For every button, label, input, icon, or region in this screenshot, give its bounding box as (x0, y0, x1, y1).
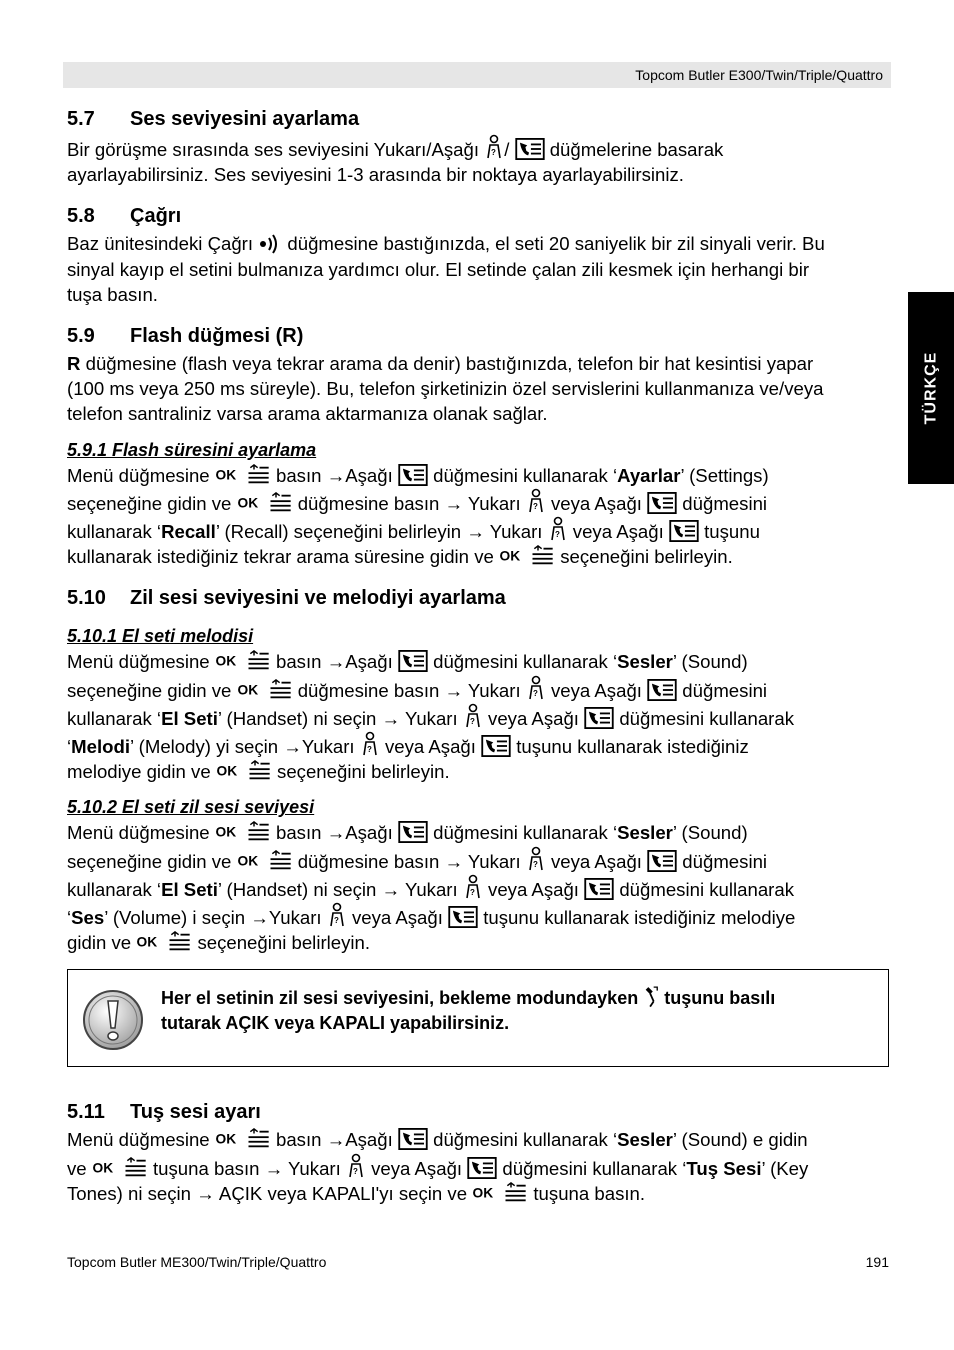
down-key-icon (481, 735, 511, 757)
section-heading-5-10: 5.10 Zil sesi seviyesini ve melodiyi ayarlama (67, 587, 506, 610)
up-key-icon (327, 902, 347, 928)
ok-menu-key-icon (237, 679, 293, 701)
up-key-icon (463, 874, 483, 900)
ok-menu-key-icon (216, 760, 272, 782)
section-body-5-8: Baz ünitesindeki Çağrı düğmesine bastığınızda, el seti 20 saniyelik bir zil sinyali verir. Bu sinyal kayıp el setini bulmanıza yardımcı olur. El setinde çalan zili kesmek için herhangi bir tuşa basın. (67, 233, 825, 305)
ok-menu-key-icon (237, 492, 293, 514)
up-key-icon (548, 516, 568, 542)
subsection-heading-5-10-1: 5.10.1 El seti melodisi (67, 626, 254, 647)
section-body-5-11: Menü düğmesine basın →Aşağı düğmesini kullanarak ‘Sesler’ (Sound) e gidin ve tuşuna basın → Yukarı veya Aşağı düğmesini kullanarak ‘Tuş Sesi’ (Key Tones) ni seçin → AÇIK veya KAPALI'yı seçin ve tuşuna basın. (67, 1129, 809, 1204)
warning-exclamation-icon (82, 989, 144, 1051)
page-key-icon (258, 234, 282, 254)
down-key-icon (647, 850, 677, 872)
subsection-heading-5-9-1: 5.9.1 Flash süresini ayarlama (67, 439, 317, 460)
subsection-body-5-9-1: Menü düğmesine basın →Aşağı düğmesini kullanarak ‘Ayarlar’ (Settings) seçeneğine gidin ve düğmesine basın → Yukarı veya Aşağı düğmesini kullanarak ‘Recall’ (Recall) seçeneğini belirleyin → Yukarı veya Aşağı tuşunu kullanarak istediğiniz tekrar arama süresine gidin ve seçeneğini belirleyin. (67, 464, 769, 568)
up-key-icon (360, 731, 380, 757)
ok-menu-key-icon (136, 931, 192, 953)
down-key-icon (467, 1157, 497, 1179)
down-key-icon (669, 520, 699, 542)
ok-menu-key-icon (215, 1128, 271, 1150)
note-text: Her el setinin zil sesi seviyesini, bekleme modundayken tuşunu basılı tutarak AÇIK veya KAPALI yapabilirsiniz. (161, 984, 868, 1036)
header-bar (63, 62, 891, 88)
down-key-icon (398, 464, 428, 486)
footer-product-name: Topcom Butler ME300/Twin/Triple/Quattro (67, 1254, 327, 1270)
ok-menu-key-icon (215, 464, 271, 486)
subsection-body-5-10-2: Menü düğmesine basın →Aşağı düğmesini kullanarak ‘Sesler’ (Sound) seçeneğine gidin ve düğmesine basın → Yukarı veya Aşağı düğmesini kullanarak ‘El Seti’ (Handset) ni seçin → Yukarı veya Aşağı düğmesini kullanarak ‘Ses’ (Volume) i seçin →Yukarı veya Aşağı tuşunu kullanarak istediğiniz melodiye gidin ve seçeneğini belirleyin. (67, 822, 796, 954)
down-key-icon (398, 1128, 428, 1150)
up-key-icon (463, 703, 483, 729)
down-key-icon (584, 878, 614, 900)
up-key-icon (484, 134, 504, 160)
mute-note-key-icon (643, 984, 659, 1008)
ok-menu-key-icon (237, 850, 293, 872)
page-content (67, 104, 889, 1206)
down-key-icon (584, 707, 614, 729)
down-key-icon (647, 679, 677, 701)
ok-menu-key-icon (499, 545, 555, 567)
language-tab-label: TÜRKÇE (922, 351, 940, 425)
ok-menu-key-icon (215, 650, 271, 672)
section-heading-5-11: 5.11 Tuş sesi ayarı (67, 1101, 261, 1124)
down-key-icon (398, 650, 428, 672)
down-key-icon (398, 821, 428, 843)
up-key-icon (526, 488, 546, 514)
down-key-icon (515, 138, 545, 160)
up-key-icon (346, 1153, 366, 1179)
down-key-icon (448, 906, 478, 928)
ok-menu-key-icon (92, 1157, 148, 1179)
section-body-5-9: R düğmesine (flash veya tekrar arama da denir) bastığınızda, telefon bir hat kesintisi yapar (100 ms veya 250 ms süreyle). Bu, telefon şirketinizin özel servislerini kullanmanıza ve/veya telefon santraliniz varsa arama aktarmanıza olanak sağlar. (67, 353, 824, 425)
subsection-heading-5-10-2: 5.10.2 El seti zil sesi seviyesi (67, 797, 315, 818)
page-number: 191 (865, 1254, 889, 1270)
ok-menu-key-icon (215, 821, 271, 843)
up-key-icon (526, 846, 546, 872)
section-heading-5-7: 5.7 Ses seviyesini ayarlama (67, 108, 360, 130)
section-heading-5-9: 5.9 Flash düğmesi (R) (67, 325, 304, 348)
ok-menu-key-icon (472, 1182, 528, 1204)
section-body-5-7: Bir görüşme sırasında ses seviyesini Yukarı/Aşağı / düğmelerine basarak ayarlayabilirsiniz. Ses seviyesini 1-3 arasında bir noktaya ayarlayabilirsiniz. (67, 134, 889, 187)
section-heading-5-8: 5.8 Çağrı (67, 205, 182, 228)
up-key-icon (526, 675, 546, 701)
note-box (67, 969, 889, 1067)
down-key-icon (647, 492, 677, 514)
language-tab (908, 292, 954, 484)
header-title: Topcom Butler E300/Twin/Triple/Quattro (635, 67, 883, 83)
subsection-body-5-10-1: Menü düğmesine basın →Aşağı düğmesini kullanarak ‘Sesler’ (Sound) seçeneğine gidin ve düğmesine basın → Yukarı veya Aşağı düğmesini kullanarak ‘El Seti’ (Handset) ni seçin → Yukarı veya Aşağı düğmesini kullanarak ‘Melodi’ (Melody) yi seçin →Yukarı veya Aşağı tuşunu kullanarak istediğiniz melodiye gidin ve seçeneğini belirleyin. (67, 651, 794, 783)
